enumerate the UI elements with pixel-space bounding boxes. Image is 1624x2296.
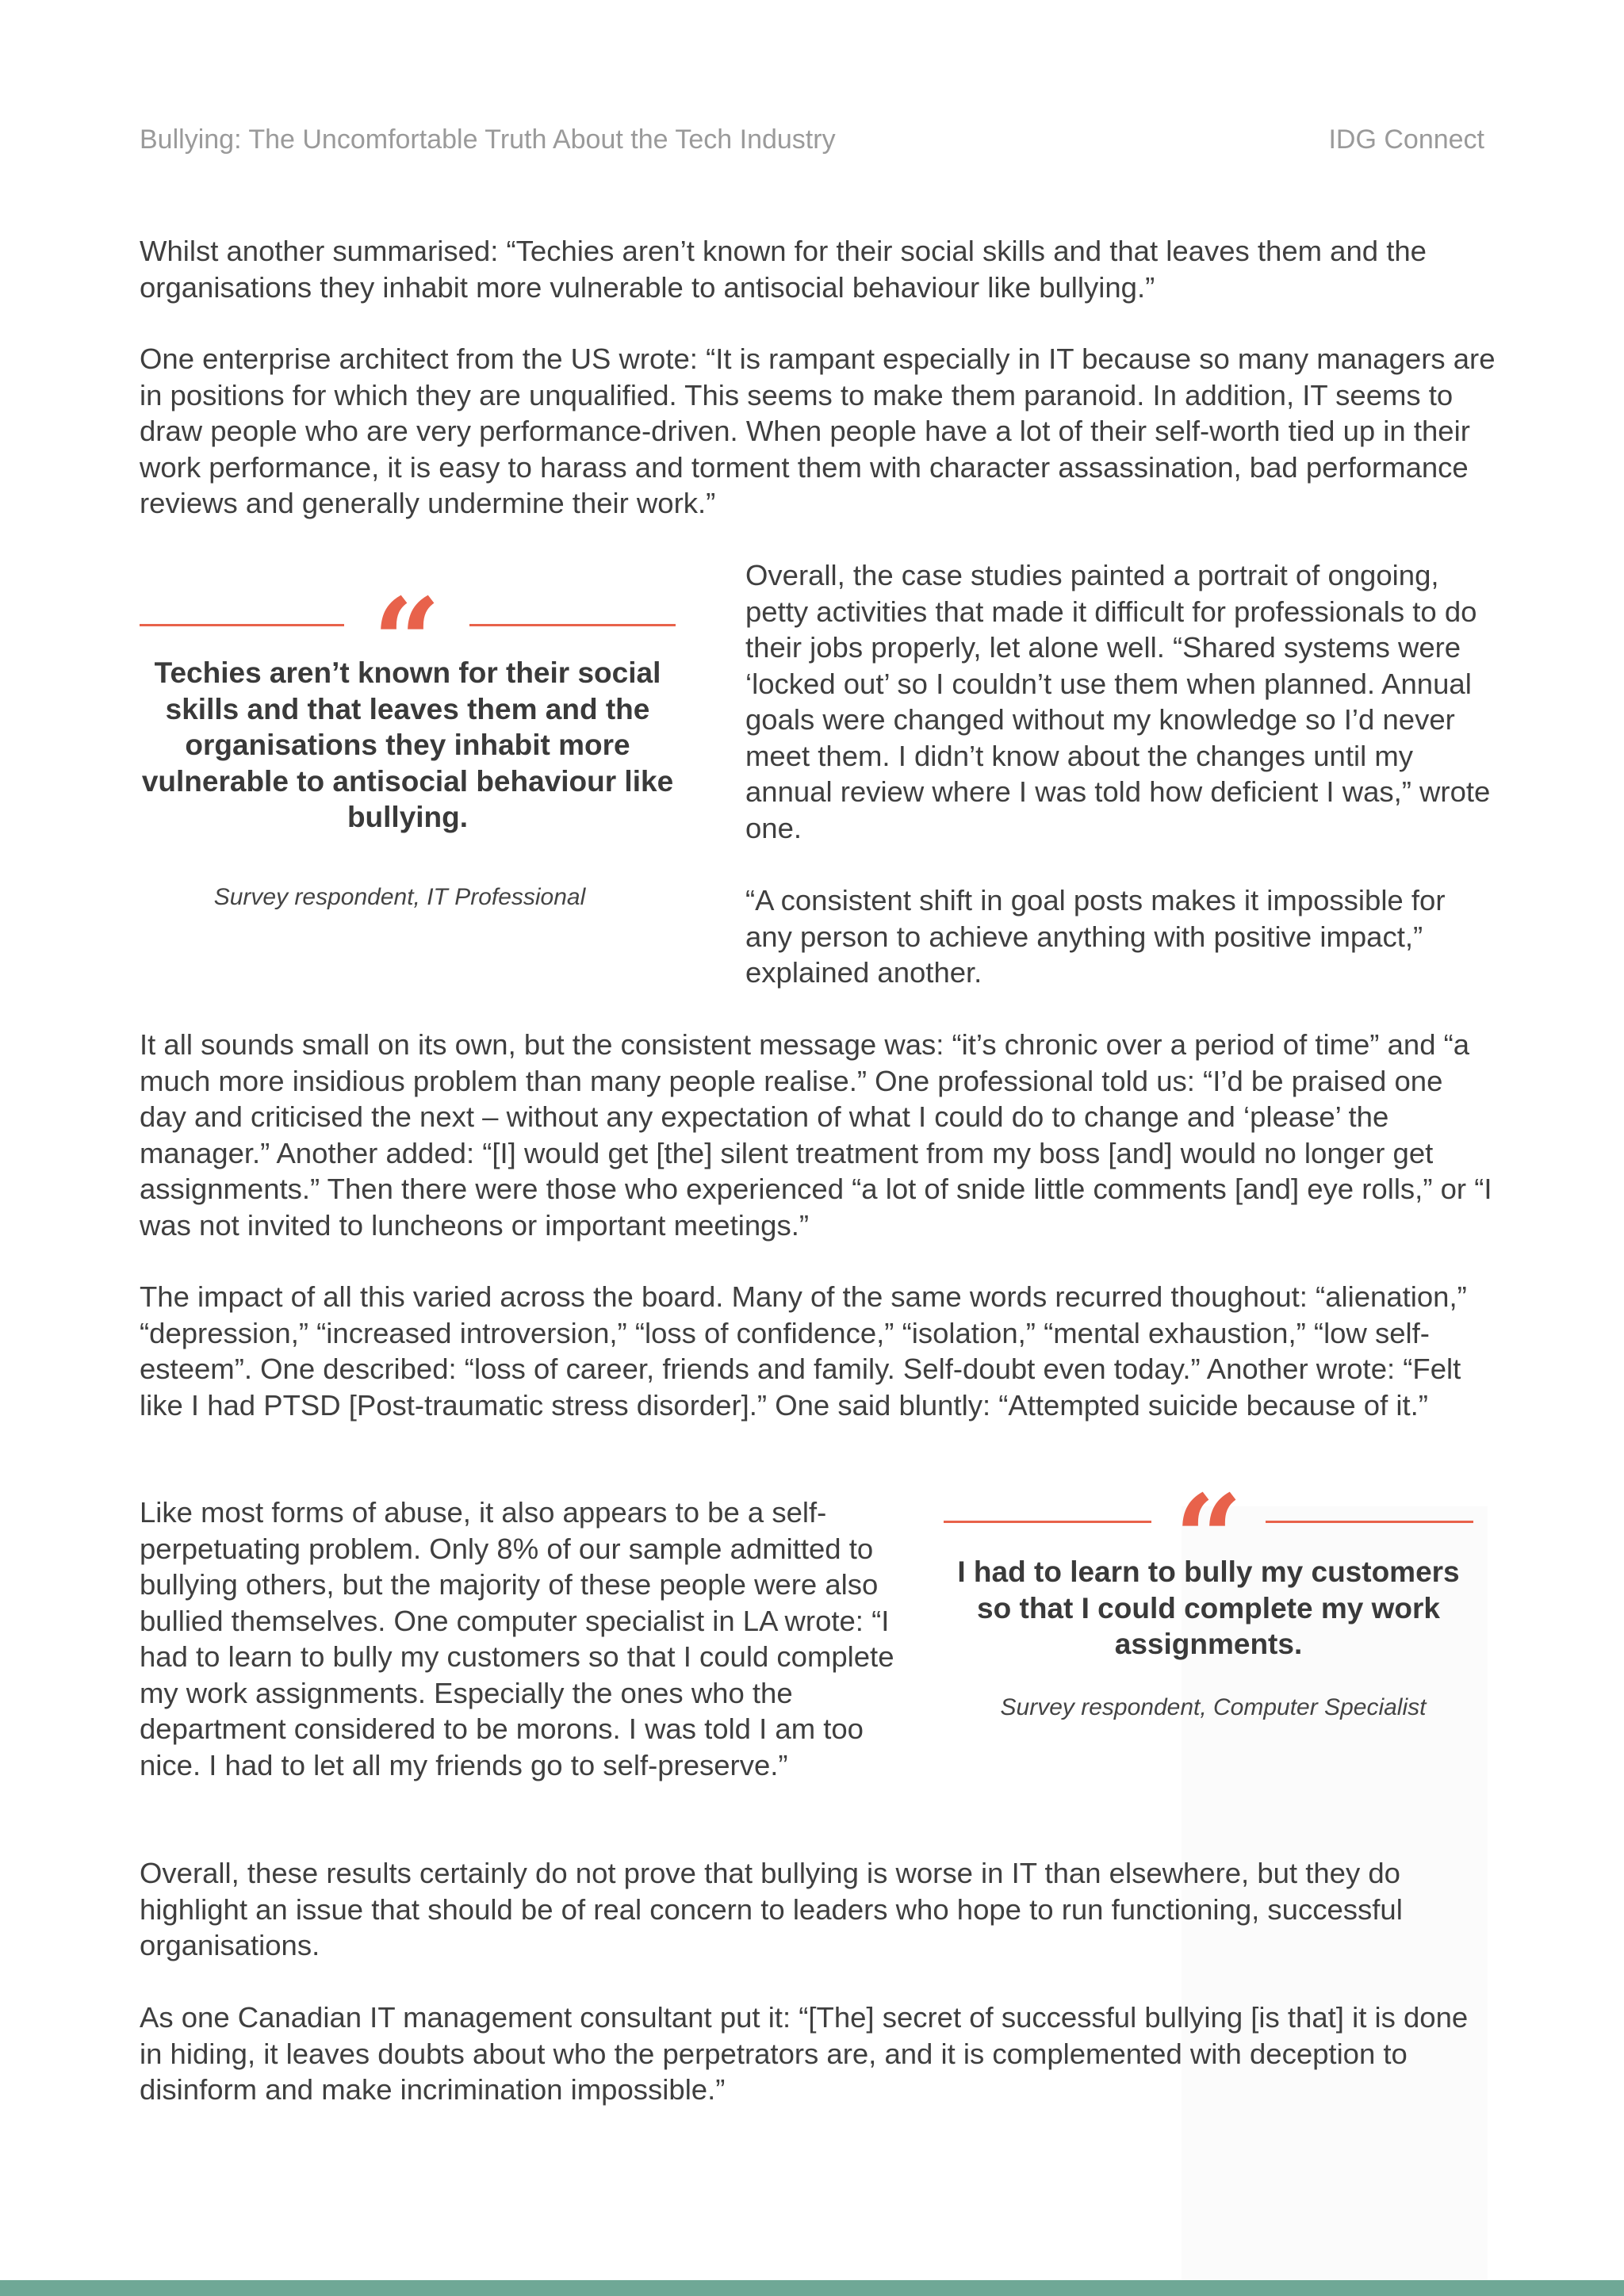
pullquote-1-rule-right: [469, 624, 676, 626]
paragraph-8: Overall, these results certainly do not prove that bullying is worse in IT than elsewhere, but they do highlight an issue that should be of real concern to leaders who hope to run functioning, successful organisations.: [140, 1857, 1403, 1961]
running-header-publisher: IDG Connect: [1328, 124, 1484, 155]
paragraph-6: The impact of all this varied across the board. Many of the same words recurred thoughout: “alienation,” “depression,” “increased introversion,” “loss of confidence,” “isolation,” “mental exhaustion,” “low self-esteem”. One described: “loss of career, friends and family. Self-doubt even today.” Another wrote: “Felt like I had PTSD [Post-traumatic stress disorder].” One said bluntly: “Attempted suicide because of it.”: [140, 1280, 1467, 1422]
paragraph-9: As one Canadian IT management consultant put it: “[The] secret of successful bullying [is that] it is done in hiding, it leaves doubts about who the perpetrators are, and it is complemented with deception to disinform and make incrimination impossible.”: [140, 2001, 1469, 2106]
quote-mark-icon: “: [372, 572, 442, 712]
pullquote-2-text: I had to learn to bully my customers so that I could complete my work assignments.: [957, 1556, 1460, 1660]
paragraph-4: “A consistent shift in goal posts makes it impossible for any person to achieve anything with positive impact,” explained another.: [745, 884, 1446, 989]
pullquote-2-rule-right: [1266, 1521, 1473, 1523]
running-header-title: Bullying: The Uncomfortable Truth About the Tech Industry: [140, 124, 836, 155]
pullquote-1-attribution: Survey respondent, IT Professional: [213, 884, 586, 910]
pullquote-1-rule-left: [140, 624, 344, 626]
pullquote-1-text: Techies aren’t known for their social skills and that leaves them and the organisations they inhabit more vulnerable to antisocial behaviour like bullying.: [141, 656, 674, 833]
paragraph-7: Like most forms of abuse, it also appears to be a self-perpetuating problem. Only 8% of our sample admitted to bullying others, but the majority of these people were also bullied themselves. One computer specialist in LA wrote: “I had to learn to bully my customers so that I could complete my work assignments. Especially the ones who the department considered to be morons. I was told I am too nice. I had to let all my friends go to self-preserve.”: [140, 1496, 894, 1781]
pullquote-2-attribution: Survey respondent, Computer Specialist: [1000, 1694, 1427, 1720]
footer-bar: [0, 2280, 1624, 2296]
paragraph-1: Whilst another summarised: “Techies aren’t known for their social skills and that leaves them and the organisations they inhabit more vulnerable to antisocial behaviour like bullying.”: [140, 235, 1427, 304]
pullquote-2-rule-left: [944, 1521, 1151, 1523]
paragraph-5: It all sounds small on its own, but the consistent message was: “it’s chronic over a period of time” and “a much more insidious problem than many people realise.” One professional told us: “I’d be praised one day and criticised the next – without any expectation of what I could do to change and ‘please’ the manager.” Another added: “[I] would get [the] silent treatment from my boss [and] would no longer get assignments.” Then there were those who experienced “a lot of snide little comments [and] eye rolls,” or “I was not invited to luncheons or important meetings.”: [140, 1028, 1492, 1242]
paragraph-3: Overall, the case studies painted a portrait of ongoing, petty activities that made it difficult for professionals to do their jobs properly, let alone well. “Shared systems were ‘locked out’ so I couldn’t use them when planned. Annual goals were changed without my knowledge so I’d never meet them. I didn’t know about the changes until my annual review where I was told how deficient I was,” wrote one.: [745, 559, 1491, 844]
quote-mark-icon: “: [1174, 1469, 1243, 1609]
paragraph-2: One enterprise architect from the US wrote: “It is rampant especially in IT because so many managers are in positions for which they are unqualified. This seems to make them paranoid. In addition, IT seems to draw people who are very performance-driven. When people have a lot of their self-worth tied up in their work performance, it is easy to harass and torment them with character assassination, bad performance reviews and generally undermine their work.”: [140, 342, 1496, 519]
